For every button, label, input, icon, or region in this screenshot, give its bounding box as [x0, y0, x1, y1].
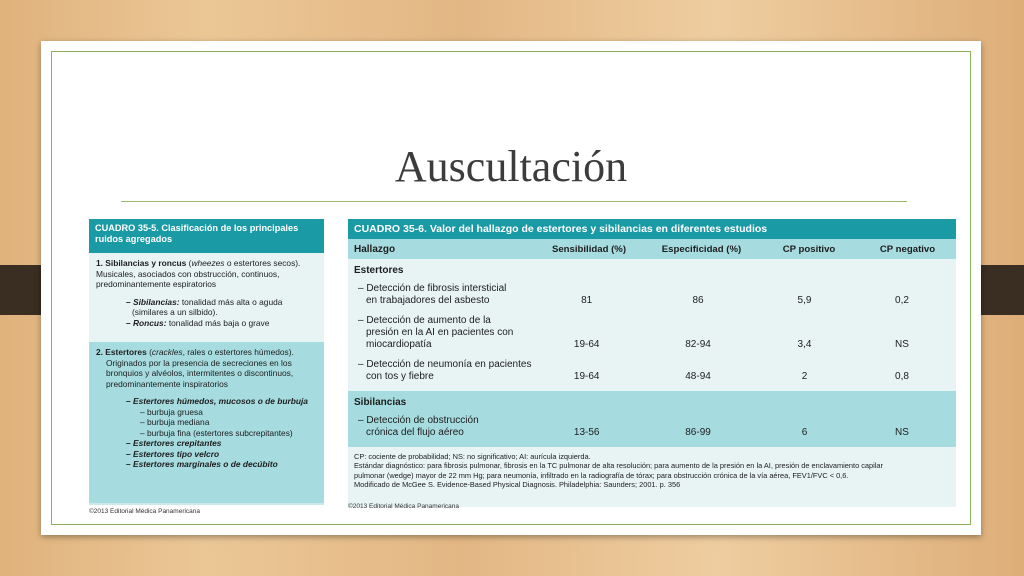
- section-wheezes-line: Musicales, asociados con obstrucción, continuos,: [96, 268, 280, 279]
- cell-sensitivity: 81: [581, 295, 593, 306]
- bubble-item: – burbuja mediana: [140, 417, 210, 427]
- group-title: Estertores: [354, 265, 404, 276]
- title-divider: [121, 201, 907, 202]
- cell-specificity: 48-94: [685, 371, 711, 382]
- section-crackles-line: Originados por la presencia de secreciones en los: [106, 357, 292, 368]
- findings-table-header: CUADRO 35-6. Valor del hallazgo de estertores y sibilancias en diferentes estudios: [348, 219, 956, 239]
- column-header: Sensibilidad (%): [551, 243, 627, 255]
- column-header: Hallazgo: [354, 243, 396, 255]
- bubble-item: – burbuja gruesa: [140, 406, 203, 417]
- section-crackles-line: predominantemente inspiratorios: [106, 378, 228, 389]
- cell-sensitivity: 19-64: [573, 339, 600, 350]
- cell-cp-negative: 0,8: [895, 371, 909, 382]
- cell-cp-positive: 3,4: [797, 339, 812, 350]
- cell-cp-negative: NS: [895, 427, 909, 438]
- cell-sensitivity: 13-56: [573, 427, 600, 438]
- group-estertores: [348, 259, 956, 391]
- findings-table-column-headers: [348, 239, 956, 259]
- cell-cp-negative: 0,2: [895, 295, 909, 306]
- cell-cp-positive: 6: [801, 427, 808, 438]
- section-crackles: [89, 342, 324, 503]
- other-crackle: – Estertores marginales o de decúbito: [126, 459, 278, 469]
- column-header: Especificidad (%): [661, 243, 742, 255]
- sub-humedos: – Estertores húmedos, mucosos o de burbuja: [126, 396, 308, 406]
- footnote: Estándar diagnóstico: para fibrosis pulmonar, fibrosis en la TC pulmonar de alta resolución; para aumento de la presión en la AI, presión de enclavamiento capilar: [354, 461, 884, 471]
- bubble-item: – burbuja fina (estertores subcrepitantes): [140, 427, 293, 438]
- footnote: pulmonar (wedge) mayor de 22 mm Hg; para neumonía, infiltrado en la radiografía de tórax; para obstrucción crónica de la vía aérea, FEV1/FVC < 0,6.: [354, 470, 849, 480]
- section-crackles-heading: 2. Estertores (crackles, rales o estertores húmedos).: [96, 347, 294, 357]
- section-wheezes-line: predominantemente espiratorios: [96, 279, 217, 289]
- copyright-right: ©2013 Editorial Médica Panamericana: [348, 503, 460, 510]
- section-wheezes: [89, 253, 324, 342]
- cell-cp-negative: NS: [895, 339, 909, 350]
- copyright-left: ©2013 Editorial Médica Panamericana: [89, 508, 201, 515]
- group-sibilancias: [348, 391, 956, 447]
- cell-sensitivity: 19-64: [573, 371, 600, 382]
- footnote: CP: cociente de probabilidad; NS: no significativo; AI: aurícula izquierda.: [354, 452, 591, 461]
- classification-table: [89, 219, 324, 505]
- slide-title: Auscultación: [394, 142, 628, 191]
- table-row: – Detección de obstrucción crónica del flujo aéreo 13-56 86-99 6 NS: [354, 411, 950, 447]
- cell-specificity: 86: [692, 295, 704, 306]
- findings-table-footnotes: [348, 447, 956, 507]
- table-row: – Detección de fibrosis intersticial en trabajadores del asbesto 81 86 5,9 0,2: [354, 279, 950, 315]
- other-crackle: – Estertores crepitantes: [126, 438, 222, 448]
- table-row: – Detección de neumonía en pacientes con tos y fiebre 19-64 48-94 2 0,8: [354, 359, 950, 391]
- cell-cp-positive: 2: [801, 371, 808, 382]
- footnote: Modificado de McGee S. Evidence-Based Physical Diagnosis. Philadelphia: Saunders; 2001. p. 356: [354, 480, 681, 490]
- cell-specificity: 82-94: [685, 339, 711, 350]
- findings-table: [348, 219, 956, 497]
- table-row: – Detección de aumento de la presión en la AI en pacientes con miocardiopatía 19-64 82-94 3,4 NS: [354, 315, 950, 359]
- classification-table-header: CUADRO 35-5. Clasificación de los principales ruidos agregados: [89, 219, 324, 253]
- group-title: Sibilancias: [354, 397, 407, 408]
- section-wheezes-heading: 1. Sibilancias y roncus (wheezes o estertores secos).: [96, 258, 301, 268]
- sub-sibilancias-cont: (similares a un silbido).: [132, 307, 218, 317]
- slide: [41, 41, 981, 535]
- cell-specificity: 86-99: [685, 427, 711, 438]
- cell-cp-positive: 5,9: [797, 295, 812, 306]
- sub-sibilancias: – Sibilancias: tonalidad más alta o aguda: [126, 296, 283, 307]
- section-crackles-line: bronquios y alvéolos, intermitentes o discontinuos,: [106, 368, 294, 378]
- sub-roncus: – Roncus: tonalidad más baja o grave: [126, 317, 270, 328]
- column-header: CP negativo: [879, 243, 936, 255]
- column-header: CP positivo: [782, 243, 836, 255]
- other-crackle: – Estertores tipo velcro: [126, 448, 220, 459]
